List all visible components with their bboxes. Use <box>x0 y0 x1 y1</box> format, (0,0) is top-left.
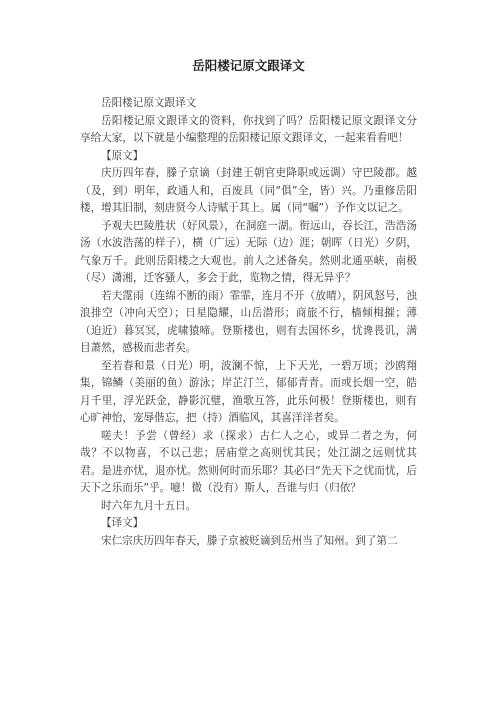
original-paragraph: 若夫霪雨（连绵不断的雨）霏霏，连月不开（放晴），阴风怒号，浊浪排空（冲向天空）；日星隐耀，山岳潜形；商旅不行，樯倾楫摧；薄（迫近）暮冥冥，虎啸猿啼。登斯楼也，则有去国怀乡，忧谗畏讥，满目萧然，感极而悲者矣。 <box>80 289 417 354</box>
translation-paragraph: 宋仁宗庆历四年春天，滕子京被贬谪到岳州当了知州。到了第二 <box>101 534 398 547</box>
original-paragraph: 至若春和景（日光）明，波澜不惊，上下天光，一碧万顷；沙鸥翔集，锦鳞（美丽的鱼）游泳；岸芷汀兰，郁郁青青。而或长烟一空，皓月千里，浮光跃金，静影沉璧，渔歌互答，此乐何极！登斯楼也，则有心旷神怡，宠辱偕忘，把（持）酒临风，其喜洋洋者矣。 <box>80 359 417 424</box>
intro-paragraph: 岳阳楼记原文跟译文的资料，你找到了吗？岳阳楼记原文跟译文分享给大家，以下就是小编整理的岳阳楼记原文跟译文，一起来看看吧！ <box>80 114 417 144</box>
subtitle-paragraph: 岳阳楼记原文跟译文 <box>101 97 197 109</box>
original-paragraph: 予观夫巴陵胜状（好风景），在洞庭一湖。衔远山，吞长江，浩浩汤汤（水波浩荡的样子），横（广远）无际（边）涯；朝晖（日光）夕阴，气象万千。此则岳阳楼之大观也。前人之述备矣。然则北通巫峡，南极（尽）潇湘，迁客骚人，多会于此，览物之情，得无异乎？ <box>80 219 417 284</box>
document-title: 岳阳楼记原文跟译文 <box>192 58 305 73</box>
date-line: 时六年九月十五日。 <box>101 499 197 512</box>
original-paragraph: 嗟夫！予尝（曾经）求（探求）古仁人之心，或异二者之为，何哉？不以物喜，不以己悲；居庙堂之高则忧其民；处江湖之远则忧其君。是进亦忧，退亦忧。然则何时而乐耶？其必曰“先天下之忧而忧，后天下之乐而乐”乎。噫！微（没有）斯人，吾谁与归（归依？ <box>80 429 417 494</box>
section-heading-translation: 【译文】 <box>101 517 144 529</box>
section-heading-original: 【原文】 <box>101 149 144 162</box>
original-paragraph: 庆历四年春，滕子京谪（封建王朝官吏降职或远调）守巴陵郡。越（及，到）明年，政通人和，百废具（同“俱”全，皆）兴。乃重修岳阳楼，增其旧制，刻唐贤今人诗赋于其上。属（同“嘱”）予作文以记之。 <box>80 167 417 214</box>
